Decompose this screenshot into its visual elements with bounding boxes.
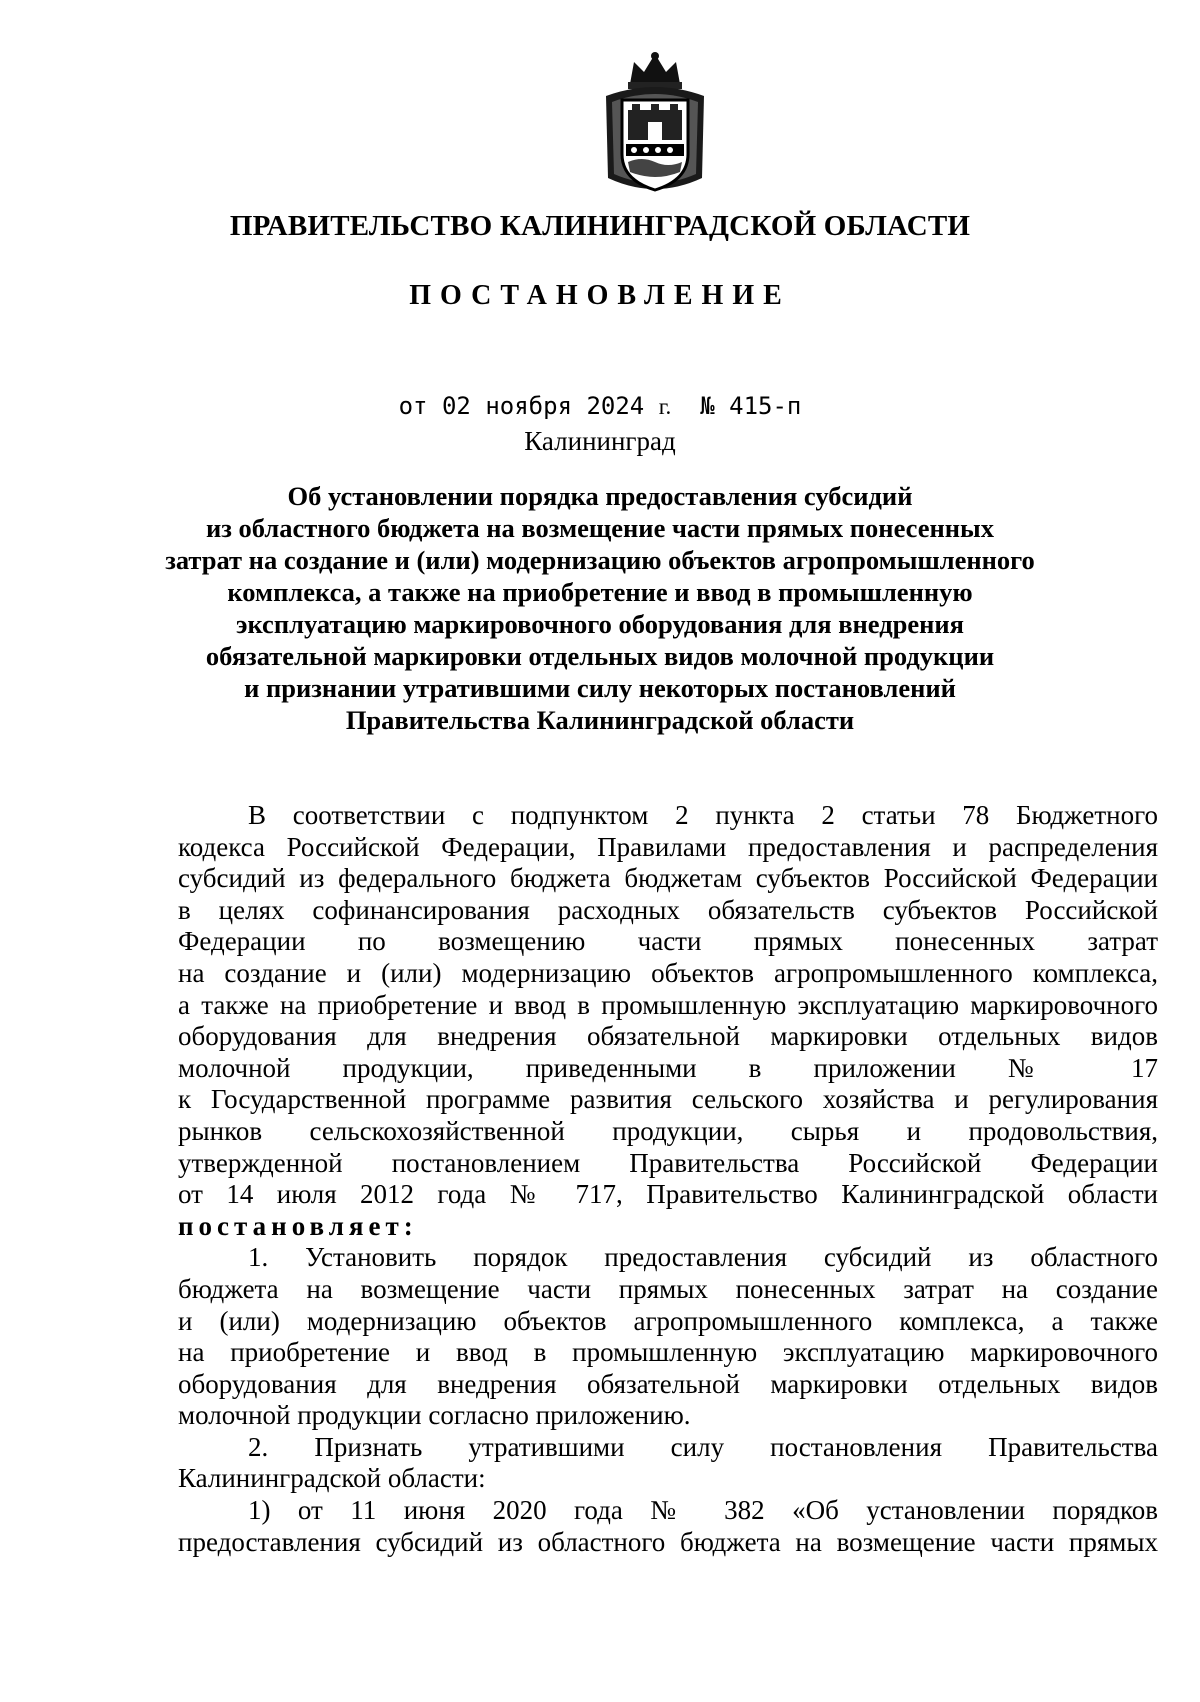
body-line: в целях софинансирования расходных обязательств субъектов Российской	[178, 894, 1158, 925]
date-prefix: от	[398, 392, 428, 420]
year-suffix: г.	[658, 394, 672, 419]
subject-line: обязательной маркировки отдельных видов молочной продукции	[205, 641, 995, 671]
coat-of-arms-icon	[598, 50, 712, 198]
body-line: рынков сельскохозяйственной продукции, сырья и продовольствия,	[178, 1115, 1158, 1146]
subject-line: и признании утратившими силу некоторых постановлений	[244, 673, 956, 703]
body-line: 1. Установить порядок предоставления субсидий из областного	[248, 1242, 1158, 1273]
resolves-keyword: постановляет:	[178, 1210, 418, 1241]
body-line: субсидий из федерального бюджета бюджетам субъектов Российской Федерации	[178, 863, 1158, 894]
body-line: кодекса Российской Федерации, Правилами предоставления и распределения	[178, 831, 1158, 862]
city: Калининград	[524, 426, 676, 456]
date-number-line	[0, 392, 1200, 420]
body-line: Федерации по возмещению части прямых понесенных затрат	[178, 926, 1158, 957]
body-line: 2. Признать утратившими силу постановления Правительства	[248, 1431, 1158, 1462]
subject-line: затрат на создание и (или) модернизацию объектов агропромышленного	[165, 545, 1035, 575]
organization-title: ПРАВИТЕЛЬСТВО КАЛИНИНГРАДСКОЙ ОБЛАСТИ	[229, 210, 971, 242]
document-number: № 415-п	[700, 392, 802, 420]
body-line: бюджета на возмещение части прямых понесенных затрат на создание	[178, 1273, 1158, 1304]
body-line: 1) от 11 июня 2020 года № 382 «Об установлении порядков	[248, 1495, 1158, 1526]
document-subject	[150, 480, 1050, 736]
body-line: к Государственной программе развития сельского хозяйства и регулирования	[178, 1084, 1158, 1115]
body-line: на приобретение и ввод в промышленную эксплуатацию маркировочного	[178, 1337, 1158, 1368]
subject-line: Правительства Калининградской области	[345, 705, 855, 735]
document-date: 02 ноября 2024	[441, 392, 645, 420]
body-line: оборудования для внедрения обязательной маркировки отдельных видов	[178, 1368, 1158, 1399]
body-line: предоставления субсидий из областного бюджета на возмещение части прямых	[178, 1526, 1158, 1557]
subject-line: эксплуатацию маркировочного оборудования для внедрения	[236, 609, 964, 639]
body-line: утвержденной постановлением Правительства Российской Федерации	[178, 1147, 1158, 1178]
body-line: оборудования для внедрения обязательной маркировки отдельных видов	[178, 1021, 1158, 1052]
body-line: молочной продукции, приведенными в приложении № 17	[178, 1052, 1158, 1083]
body-line: В соответствии с подпунктом 2 пункта 2 статьи 78 Бюджетного	[248, 800, 1158, 830]
body-line: Калининградской области:	[178, 1463, 486, 1494]
subject-line: из областного бюджета на возмещение части прямых понесенных	[206, 513, 994, 543]
document-body	[178, 800, 1158, 1558]
body-line: на создание и (или) модернизацию объектов агропромышленного комплекса,	[178, 957, 1158, 988]
body-line: молочной продукции согласно приложению.	[178, 1400, 691, 1431]
document-type: ПОСТАНОВЛЕНИЕ	[409, 280, 791, 311]
subject-line: комплекса, а также на приобретение и ввод в промышленную	[227, 577, 973, 607]
body-line: а также на приобретение и ввод в промышленную эксплуатацию маркировочного	[178, 989, 1158, 1020]
body-line: от 14 июля 2012 года № 717, Правительство Калининградской области	[178, 1179, 1158, 1210]
subject-line: Об установлении порядка предоставления субсидий	[287, 481, 913, 511]
body-line: и (или) модернизацию объектов агропромышленного комплекса, а также	[178, 1305, 1158, 1336]
